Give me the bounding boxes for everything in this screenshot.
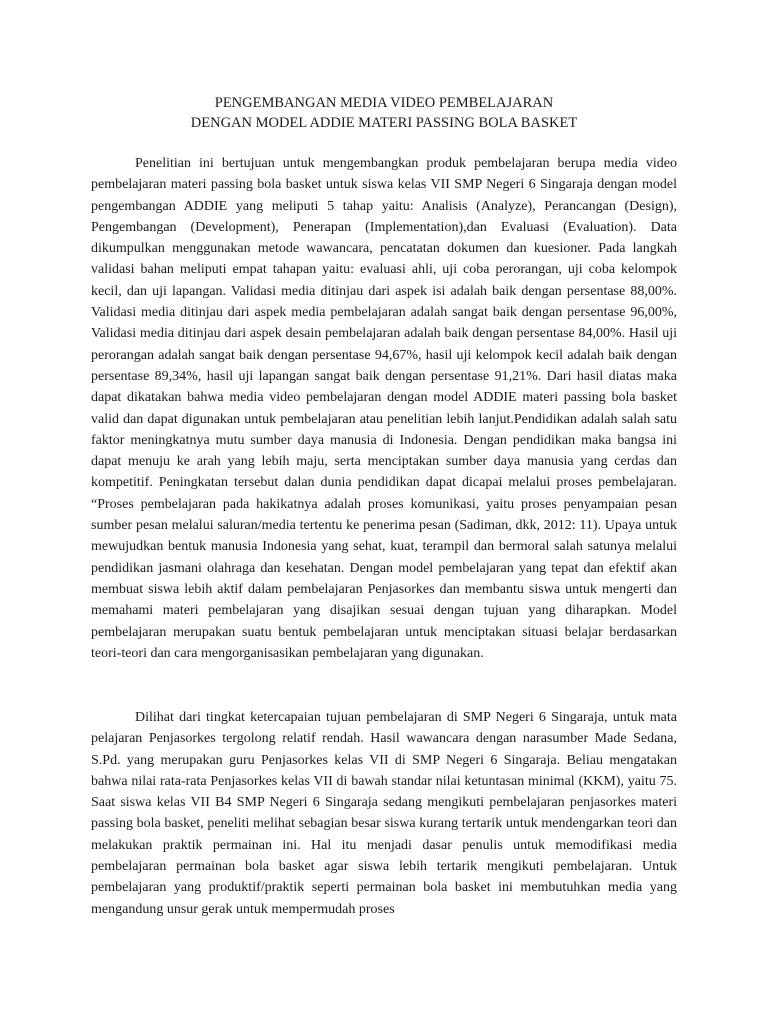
document-title (0, 93, 768, 133)
body-paragraph-1: Penelitian ini bertujuan untuk mengembangkan produk pembelajaran berupa media video pembelajaran materi passing bola basket untuk siswa kelas VII SMP Negeri 6 Singaraja dengan model pengembangan ADDIE yang meliputi 5 tahap yaitu: Analisis (Analyze), Perancangan (Design), Pengembangan (Development), Penerapan (Implementation),dan Evaluasi (Evaluation). Data dikumpulkan menggunakan metode wawancara, pencatatan dokumen dan kuesioner. Pada langkah validasi bahan meliputi empat tahapan yaitu: evaluasi ahli, uji coba perorangan, uji coba kelompok kecil, dan uji lapangan. Validasi media ditinjau dari aspek isi adalah baik dengan persentase 88,00%. Validasi media ditinjau dari aspek media pembelajaran adalah sangat baik dengan persentase 96,00%, Validasi media ditinjau dari aspek desain pembelajaran adalah baik dengan persentase 84,00%. Hasil uji perorangan adalah sangat baik dengan persentase 94,67%, hasil uji kelompok kecil adalah baik dengan persentase 89,34%, hasil uji lapangan sangat baik dengan persentase 91,21%. Dari hasil diatas maka dapat dikatakan bahwa media video pembelajaran dengan model ADDIE materi passing bola basket valid dan dapat digunakan untuk pembelajaran atau penelitian lebih lanjut.Pendidikan adalah salah satu faktor meningkatnya mutu sumber daya manusia di Indonesia. Dengan pendidikan maka bangsa ini dapat menuju ke arah yang lebih maju, serta menciptakan sumber daya manusia yang cerdas dan kompetitif. Peningkatan tersebut dalan dunia pendidikan dapat dicapai melalui proses pembelajaran. “Proses pembelajaran pada hakikatnya adalah proses komunikasi, yaitu proses penyampaian pesan sumber pesan melalui saluran/media tertentu ke penerima pesan (Sadiman, dkk, 2012: 11). Upaya untuk mewujudkan bentuk manusia Indonesia yang sehat, kuat, terampil dan bermoral salah satunya melalui pendidikan jasmani olahraga dan kesehatan. Dengan model pembelajaran yang tepat dan efektif akan membuat siswa lebih aktif dalam pembelajaran Penjasorkes dan membantu siswa untuk mengerti dan memahami materi pembelajaran yang disajikan sesuai dengan tujuan yang diharapkan. Model pembelajaran merupakan suatu bentuk pembelajaran untuk menciptakan situasi belajar berdasarkan teori-teori dan cara mengorganisasikan pembelajaran yang digunakan. (91, 156, 677, 661)
title-line-2: DENGAN MODEL ADDIE MATERI PASSING BOLA BASKET (190, 115, 578, 131)
body-paragraph-2: Dilihat dari tingkat ketercapaian tujuan pembelajaran di SMP Negeri 6 Singaraja, untuk mata pelajaran Penjasorkes tergolong relatif rendah. Hasil wawancara dengan narasumber Made Sedana, S.Pd. yang merupakan guru Penjasorkes kelas VII di SMP Negeri 6 Singaraja. Beliau mengatakan bahwa nilai rata-rata Penjasorkes kelas VII di bawah standar nilai ketuntasan minimal (KKM), yaitu 75. Saat siswa kelas VII B4 SMP Negeri 6 Singaraja sedang mengikuti pembelajaran penjasorkes materi passing bola basket, peneliti melihat sebagian besar siswa kurang tertarik untuk mendengarkan teori dan melakukan praktik permainan ini. Hal itu menjadi dasar penulis untuk memodifikasi media pembelajaran permainan bola basket agar siswa lebih tertarik mengikuti pembelajaran. Untuk pembelajaran yang produktif/praktik seperti permainan bola basket ini membutuhkan media yang mengandung unsur gerak untuk mempermudah proses (91, 710, 677, 917)
title-line-1: PENGEMBANGAN MEDIA VIDEO PEMBELAJARAN (214, 95, 554, 111)
